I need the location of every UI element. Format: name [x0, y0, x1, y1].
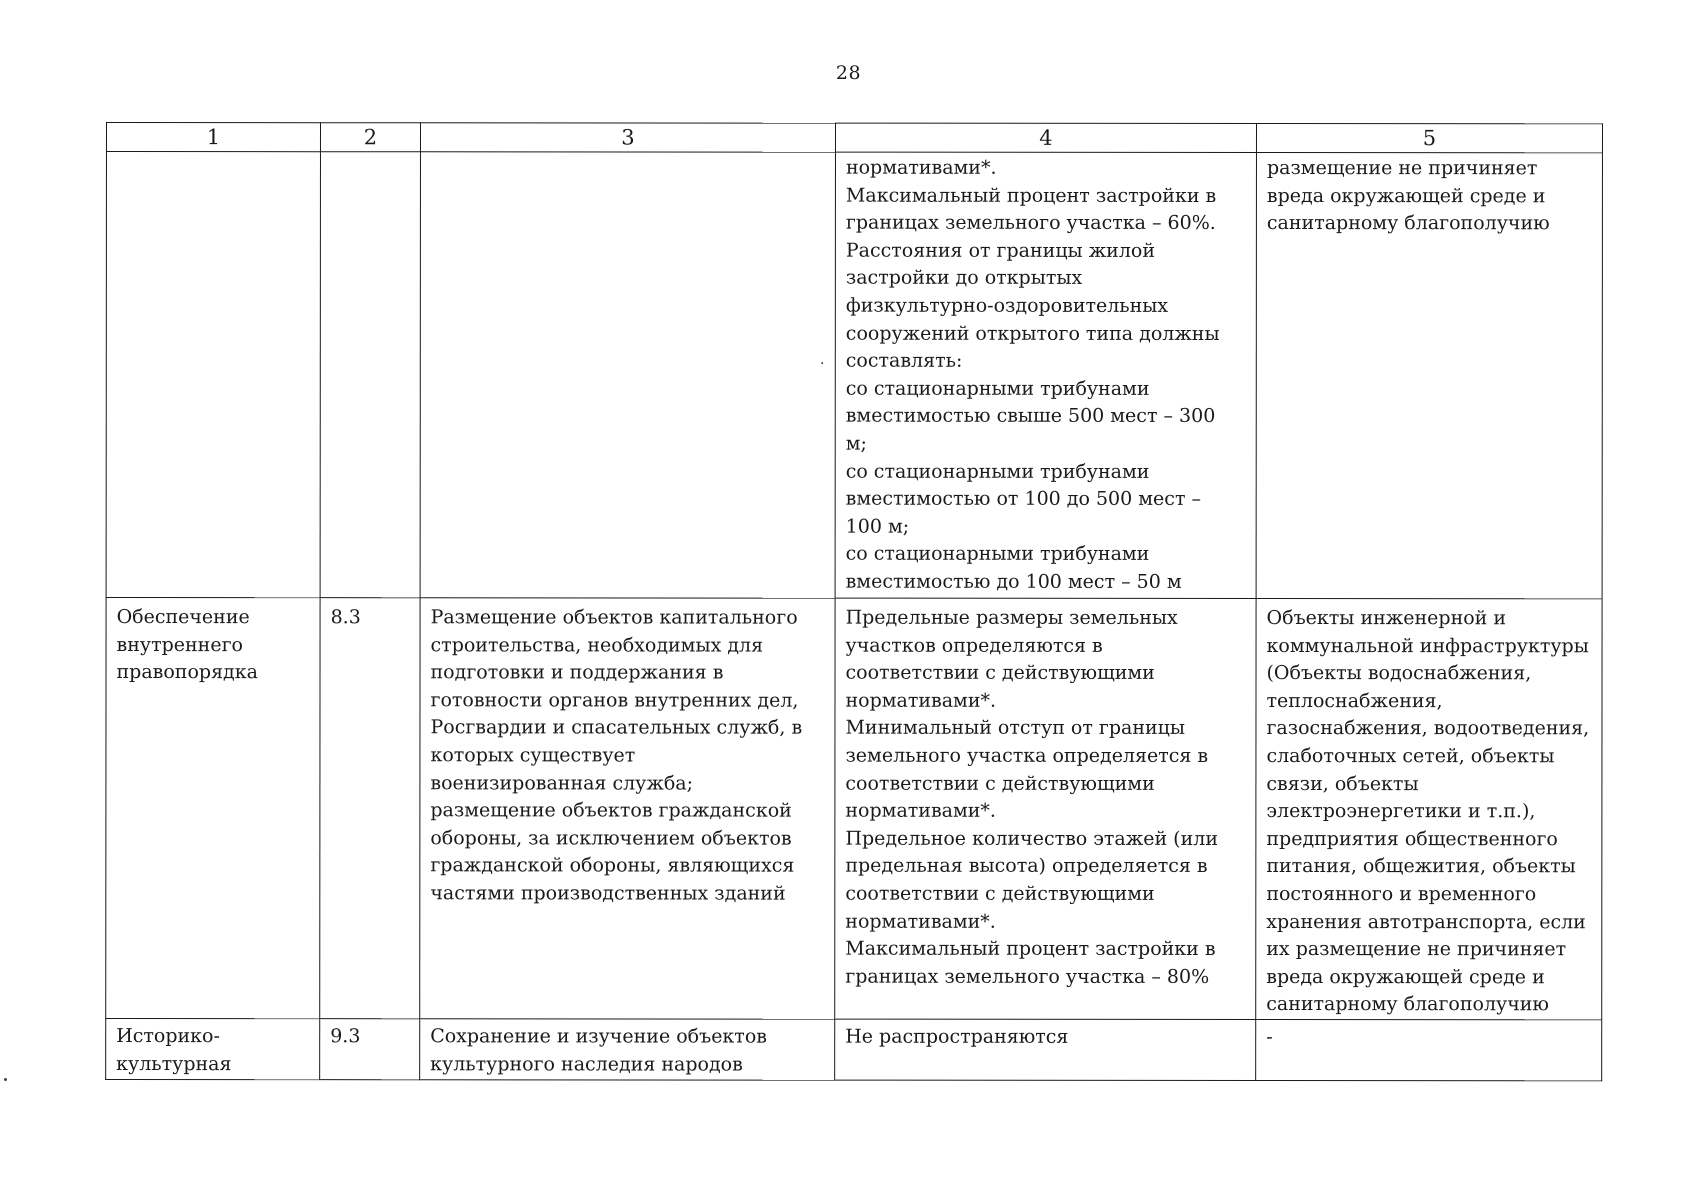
cell-text-line: участков определяются в	[845, 634, 1103, 657]
table-row	[106, 598, 1602, 1020]
scan-artifact: ·	[820, 356, 825, 372]
cell-text-line: газоснабжения, водоотведения,	[1266, 717, 1590, 740]
cell-text-line: нормативами*.	[845, 156, 997, 179]
cell-text-line: границах земельного участка – 80%	[845, 965, 1210, 988]
cell-text-line: застройки до открытых	[845, 267, 1083, 290]
cell-text-line: (Объекты водоснабжения,	[1266, 662, 1532, 685]
cell-text-line: Сохранение и изучение объектов	[430, 1025, 767, 1048]
cell-text-line: земельного участка определяется в	[845, 744, 1209, 767]
cell-text-line: предприятия общественного	[1266, 827, 1558, 851]
cell-auxiliary-uses	[1256, 1020, 1602, 1081]
cell-text-line: подготовки и поддержания в	[430, 661, 724, 684]
cell-text-line: Максимальный процент застройки в	[845, 937, 1216, 961]
cell-text-line: военизированная служба;	[430, 771, 694, 795]
cell-text-line: нормативами*.	[845, 689, 997, 712]
cell-text-line: со стационарными трибунами	[845, 460, 1150, 483]
cell-text-line: 9.3	[330, 1025, 361, 1048]
cell-text-line: связи, объекты	[1266, 772, 1419, 795]
cell-text-line: питания, общежития, объекты	[1266, 855, 1576, 878]
cell-text-line: Историко-	[116, 1025, 220, 1048]
cell-text-line: нормативами*.	[845, 799, 996, 822]
cell-code	[320, 598, 420, 1019]
cell-text-line: коммунальной инфраструктуры	[1266, 634, 1589, 657]
cell-use-name	[106, 598, 320, 1019]
cell-text-line: хранения автотранспорта, если	[1266, 910, 1586, 933]
cell-text-line: их размещение не причиняет	[1266, 938, 1567, 961]
cell-text-line: культурная	[116, 1052, 232, 1075]
cell-text-line: -	[1266, 1026, 1273, 1049]
cell-text-line: вреда окружающей среде и	[1266, 184, 1546, 207]
column-header-3: 3	[420, 123, 835, 152]
cell-text-line: 100 м;	[845, 515, 910, 538]
cell-text-line: гражданской обороны, являющихся	[430, 854, 795, 877]
cell-text-line: правопорядка	[116, 661, 258, 684]
cell-text-line: Размещение объектов капитального	[430, 606, 798, 629]
cell-text-line: соответствии с действующими	[845, 661, 1155, 685]
cell-code	[320, 1019, 420, 1080]
cell-text-line: вместимостью свыше 500 мест – 300	[845, 404, 1216, 428]
cell-text-line: Предельные размеры земельных	[845, 606, 1178, 629]
cell-use-name	[106, 1019, 320, 1080]
cell-text-line: со стационарными трибунами	[845, 542, 1150, 566]
cell-parameters	[835, 152, 1256, 598]
cell-text-line: обороны, за исключением объектов	[430, 827, 792, 850]
cell-text-line: внутреннего	[116, 633, 243, 656]
cell-text-line: которых существует	[430, 744, 636, 767]
cell-text-line: Объекты инженерной и	[1266, 607, 1507, 630]
cell-description	[420, 598, 835, 1019]
cell-text-line: Минимальный отступ от границы	[845, 717, 1186, 740]
page-number: 28	[835, 62, 862, 84]
cell-text-line: Обеспечение	[116, 606, 250, 629]
cell-text-line: Не распространяются	[845, 1025, 1069, 1048]
column-header-2: 2	[320, 123, 420, 152]
cell-text-line: электроэнергетики и т.п.),	[1266, 800, 1536, 823]
zoning-table	[105, 122, 1603, 1081]
table-header-row	[106, 123, 1602, 153]
cell-text-line: вместимостью от 100 до 500 мест –	[845, 487, 1202, 511]
cell-text-line: вместимостью до 100 мест – 50 м	[845, 570, 1182, 593]
cell-text-line: соответствии с действующими	[845, 882, 1155, 905]
cell-parameters	[835, 598, 1256, 1019]
cell-text-line: санитарному благополучию	[1266, 212, 1550, 235]
table-row	[106, 1019, 1602, 1081]
cell-text-line: составлять:	[845, 349, 963, 372]
column-header-4: 4	[835, 123, 1256, 152]
cell-text-line: 8.3	[330, 606, 361, 629]
cell-text-line: Расстояния от границы жилой	[845, 239, 1156, 262]
cell-text-line: частями производственных зданий	[430, 882, 786, 905]
cell-text-line: границах земельного участка – 60%.	[845, 211, 1216, 235]
cell-text-line: предельная высота) определяется в	[845, 854, 1208, 878]
column-header-1: 1	[106, 123, 320, 152]
cell-text-line: Предельное количество этажей (или	[845, 827, 1219, 850]
cell-text-line: Росгвардии и спасательных служб, в	[430, 716, 803, 739]
cell-text-line: Максимальный процент застройки в	[845, 184, 1217, 207]
cell-text-line: теплоснабжения,	[1266, 689, 1443, 712]
cell-text-line: со стационарными трибунами	[845, 377, 1150, 400]
cell-text-line: санитарному благополучию	[1266, 993, 1549, 1016]
cell-text-line: физкультурно-оздоровительных	[845, 294, 1169, 317]
cell-text-line: вреда окружающей среде и	[1266, 965, 1545, 988]
cell-description	[420, 1019, 835, 1080]
cell-text-line: нормативами*.	[845, 910, 996, 933]
table-row	[106, 152, 1602, 599]
cell-text-line: готовности органов внутренних дел,	[430, 689, 799, 712]
cell-text-line: слаботочных сетей, объекты	[1266, 744, 1555, 768]
cell-description	[420, 152, 835, 598]
column-header-5: 5	[1256, 124, 1602, 153]
cell-text-line: размещение объектов гражданской	[430, 799, 792, 822]
cell-text-line: соответствии с действующими	[845, 772, 1155, 795]
cell-text-line: сооружений открытого типа должны	[845, 322, 1220, 345]
cell-parameters	[835, 1019, 1256, 1080]
scan-artifact-dot	[4, 1078, 7, 1081]
cell-text-line: размещение не причиняет	[1266, 157, 1538, 180]
cell-auxiliary-uses	[1256, 599, 1602, 1020]
cell-text-line: строительства, необходимых для	[430, 633, 764, 657]
cell-text-line: постоянного и временного	[1266, 882, 1537, 906]
cell-use-name	[106, 152, 320, 598]
cell-text-line: м;	[845, 432, 867, 455]
cell-code	[320, 152, 420, 598]
cell-auxiliary-uses	[1256, 153, 1602, 599]
cell-text-line: культурного наследия народов	[430, 1052, 743, 1076]
